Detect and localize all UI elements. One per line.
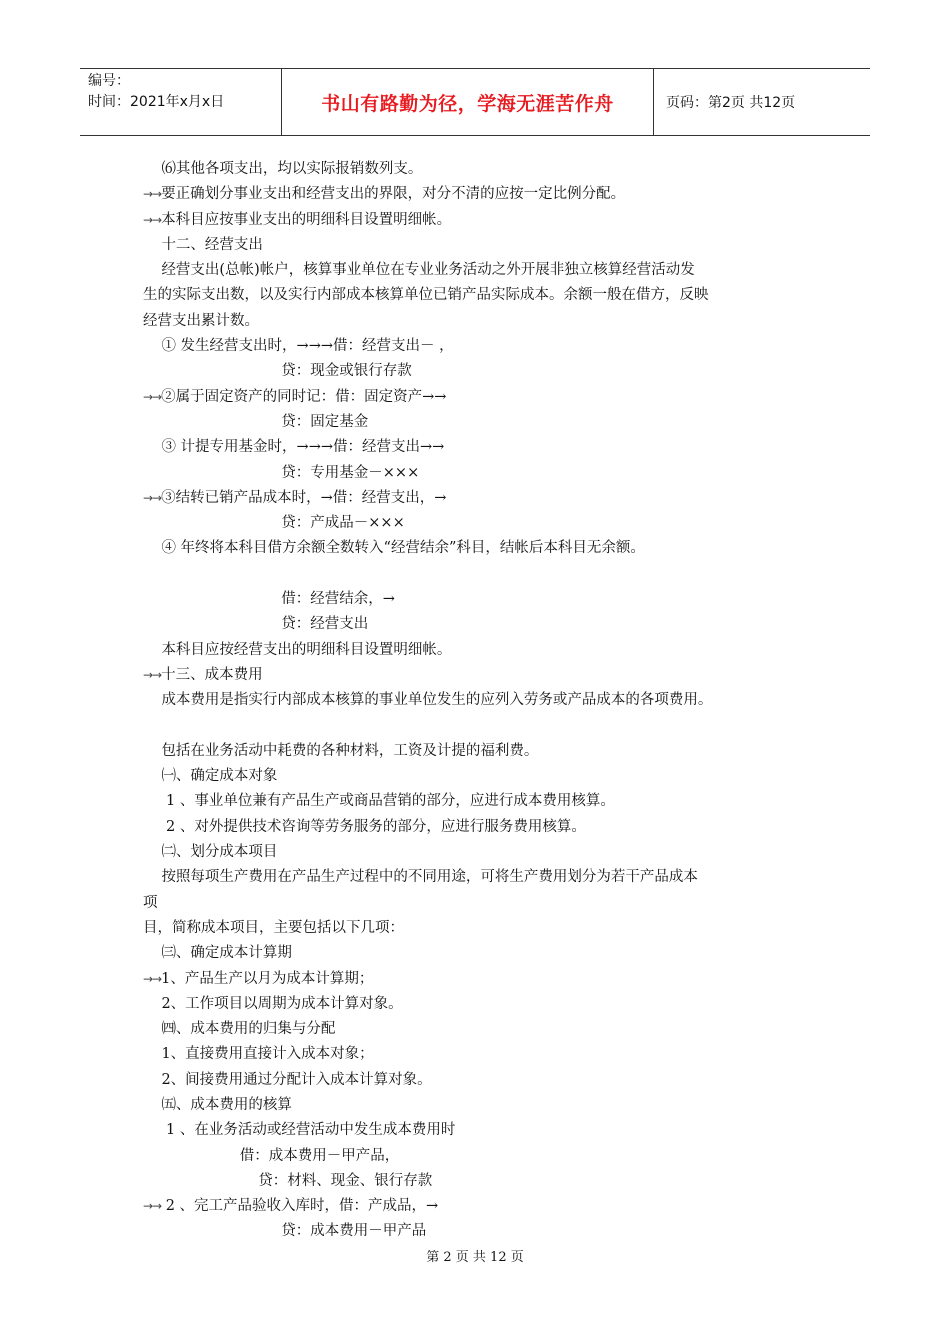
line-text: 十三、成本费用 [161,666,263,683]
tab-arrow-icon: →→ [143,1199,162,1214]
line-indent [143,515,281,531]
line-text: ⑹其他各项支出，均以实际报销数列支。 [161,161,423,177]
text-line [143,1017,823,1042]
tab-arrow-icon: →→ [143,187,162,202]
text-line [143,865,823,890]
text-line [143,435,823,460]
line-indent [143,819,161,835]
line-text: 本科目应按经营支出的明细科目设置明细帐。 [161,641,452,658]
text-line [143,562,823,587]
line-text: 贷：产成品－××× [281,515,405,532]
line-indent [143,1021,161,1037]
page-footer: 第 2 页 共 12 页 [426,1250,524,1265]
line-indent [143,414,281,430]
line-text: ① 发生经营支出时，→→→借：经营支出－ ， [161,338,454,355]
text-line [143,359,823,384]
text-line [143,385,823,410]
text-line [143,334,823,359]
line-text: 目，简称成本项目，主要包括以下几项： [143,919,404,936]
line-text: 1 、在业务活动或经营活动中发生成本费用时 [161,1122,456,1139]
line-indent [143,338,161,354]
line-text: 2 、对外提供技术咨询等劳务服务的部分，应进行服务费用核算。 [161,818,586,835]
text-line [143,461,823,486]
line-text: 项 [143,894,158,911]
text-line [143,1042,823,1067]
line-text: 本科目应按事业支出的明细科目设置明细帐。 [161,211,452,228]
header-meta [80,69,282,135]
document-body [143,157,823,1245]
line-text: 生的实际支出数，以及实行内部成本核算单位已销产品实际成本。余额一般在借方，反映 [143,287,709,304]
text-line [143,283,823,308]
text-line [143,157,823,182]
line-text: 包括在业务活动中耗费的各种材料，工资及计提的福利费。 [161,742,539,759]
line-indent [143,768,161,784]
text-line [143,967,823,992]
line-indent [143,743,161,759]
line-text: 借：成本费用－甲产品， [239,1147,400,1164]
line-text: 贷：固定基金 [281,413,369,430]
text-line [143,1118,823,1143]
text-line [143,764,823,789]
text-line [143,182,823,207]
line-text: 2、间接费用通过分配计入成本计算对象。 [161,1071,432,1088]
header-motto: 书山有路勤为径，学海无涯苦作舟 [282,69,654,135]
line-text: ㈡、划分成本项目 [161,844,278,861]
text-line [143,1169,823,1194]
line-indent [143,642,161,658]
text-line [143,1144,823,1169]
line-indent [143,996,161,1012]
tab-arrow-icon: →→ [143,667,162,682]
text-line [143,587,823,612]
line-indent [143,439,161,455]
line-text: 1、产品生产以月为成本计算期； [161,970,374,987]
line-text: ㈣、成本费用的归集与分配 [161,1021,336,1038]
text-line [143,233,823,258]
text-line [143,486,823,511]
text-line [143,916,823,941]
line-indent [143,1148,240,1164]
line-text: ②属于固定资产的同时记：借：固定资产→→ [161,388,447,405]
line-text: ㈢、确定成本计算期 [161,945,292,962]
text-line [143,739,823,764]
text-line [143,1093,823,1118]
tab-arrow-icon: →→ [143,971,162,986]
text-line [143,638,823,663]
line-text: 贷：经营支出 [281,616,369,633]
line-indent [143,591,281,607]
line-indent [143,945,161,961]
line-text: 借：经营结余，→ [281,591,395,608]
tab-arrow-icon: →→ [143,389,162,404]
text-line [143,612,823,637]
text-line [143,536,823,561]
line-text: ③结转已销产品成本时，→借：经营支出，→ [161,489,447,506]
text-line [143,992,823,1017]
text-line [143,1219,823,1244]
line-indent [143,465,281,481]
line-text: 贷：专用基金－××× [281,464,420,481]
tab-arrow-icon: →→ [143,490,162,505]
header-page-info: 页码：第2页 共12页 [666,95,796,111]
text-line [143,309,823,334]
line-text: 成本费用是指实行内部成本核算的事业单位发生的应列入劳务或产品成本的各项费用。 [161,692,713,709]
line-text: 贷：材料、现金、银行存款 [258,1172,433,1189]
line-indent [143,262,161,278]
page-header [80,68,870,136]
text-line [143,891,823,916]
line-indent [143,1046,161,1062]
line-indent [143,363,281,379]
line-text: 2、工作项目以周期为成本计算对象。 [161,995,403,1012]
line-indent [143,692,161,708]
line-indent [143,616,281,632]
text-line [143,663,823,688]
line-text: 贷：现金或银行存款 [281,363,412,380]
line-text: ㈠、确定成本对象 [161,768,278,785]
line-text: 贷：成本费用－甲产品 [281,1223,427,1240]
text-line [143,1194,823,1219]
line-text: 经营支出累计数。 [143,312,259,329]
line-text: 1 、事业单位兼有产品生产或商品营销的部分，应进行成本费用核算。 [161,793,615,810]
line-text: ④ 年终将本科目借方余额全数转入“经营结余”科目，结帐后本科目无余额。 [161,540,645,557]
line-text: ㈤、成本费用的核算 [161,1096,292,1113]
line-text: ③ 计提专用基金时，→→→借：经营支出→→ [161,439,445,456]
text-line [143,410,823,435]
line-indent [143,1072,161,1088]
line-indent [143,1122,161,1138]
line-text: 十二、经营支出 [161,236,263,253]
document-number-label: 编号： [88,73,130,89]
line-text: 经营支出(总帐)帐户，核算事业单位在专业业务活动之外开展非独立核算经营活动发 [161,262,695,279]
text-line [143,208,823,233]
line-indent [143,1223,281,1239]
line-text: 2 、完工产品验收入库时，借：产成品，→ [161,1198,439,1215]
line-indent [143,540,161,556]
text-line [143,714,823,739]
line-indent [143,237,161,253]
text-line [143,258,823,283]
text-line [143,1068,823,1093]
line-text: 1、直接费用直接计入成本对象； [161,1046,374,1063]
line-indent [143,1097,161,1113]
text-line [143,840,823,865]
line-text: 按照每项生产费用在产品生产过程中的不同用途，可将生产费用划分为若干产品成本 [161,869,698,886]
line-indent [143,161,161,177]
text-line [143,688,823,713]
line-text: 要正确划分事业支出和经营支出的界限，对分不清的应按一定比例分配。 [161,186,626,203]
line-indent [143,869,161,885]
line-indent [143,1173,258,1189]
document-date: 时间：2021年x月x日 [88,94,225,110]
text-line [143,815,823,840]
text-line [143,511,823,536]
tab-arrow-icon: →→ [143,212,162,227]
line-indent [143,844,161,860]
line-indent [143,793,161,809]
text-line [143,941,823,966]
text-line [143,789,823,814]
